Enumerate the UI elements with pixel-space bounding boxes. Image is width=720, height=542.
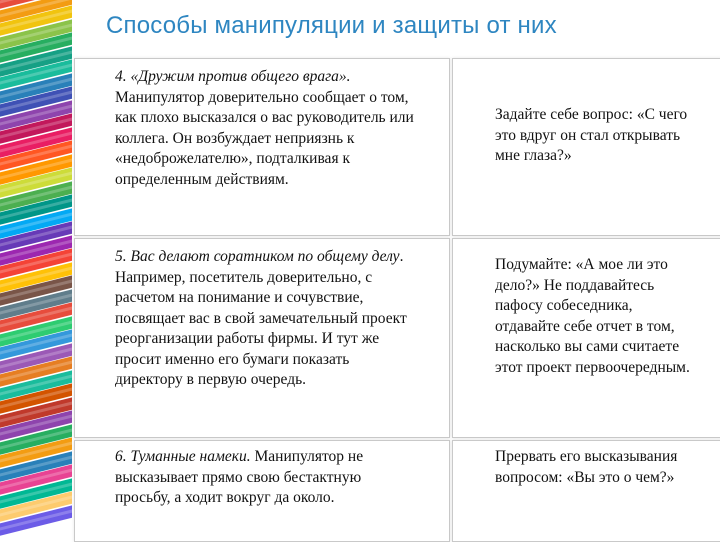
defense-text-6: Прервать его высказывания вопросом: «Вы это о чем?» [495, 448, 678, 486]
method-cell-6 [74, 440, 450, 542]
method-body-5: . Например, посетитель доверительно, с расчетом на понимание и сочувствие, посвящает вас в свой замечательный проект реорганизации работы фирмы. И тут же просит именно его бумаги показать директору в первую очередь. [115, 248, 407, 388]
method-text-4 [115, 67, 415, 190]
method-heading-5: 5. Вас делают соратником по общему делу [115, 248, 400, 265]
defense-cell-6 [452, 440, 720, 542]
method-cell-4 [74, 58, 450, 236]
method-heading-6: 6. Туманные намеки. [115, 448, 251, 465]
method-body-4: Манипулятор доверительно сообщает о том, как плохо высказался о вас руководитель или коллега. Он возбуждает неприязнь к «недоброжелателю», подталкивая к определенным действиям. [115, 88, 414, 188]
defense-cell-5 [452, 238, 720, 438]
manipulation-table [74, 58, 720, 540]
method-heading-4: 4. «Дружим против общего врага». [115, 68, 351, 85]
method-body-6: Манипулятор не высказывает прямо свою бестактную просьбу, а ходит вокруг да около. [115, 448, 364, 506]
defense-text-4: Задайте себе вопрос: «С чего это вдруг он стал открывать мне глаза?» [495, 106, 688, 164]
defense-cell-4 [452, 58, 720, 236]
method-cell-5 [74, 238, 450, 438]
pencil-decoration [0, 0, 72, 540]
slide-title: Способы манипуляции и защиты от них [106, 12, 557, 39]
defense-text-5: Подумайте: «А мое ли это дело?» Не поддавайтесь пафосу собеседника, отдавайте себе отчет в том, насколько вы сами считаете этот проект первоочередным. [495, 256, 690, 376]
method-text-5 [115, 247, 415, 391]
method-text-6 [115, 447, 415, 509]
